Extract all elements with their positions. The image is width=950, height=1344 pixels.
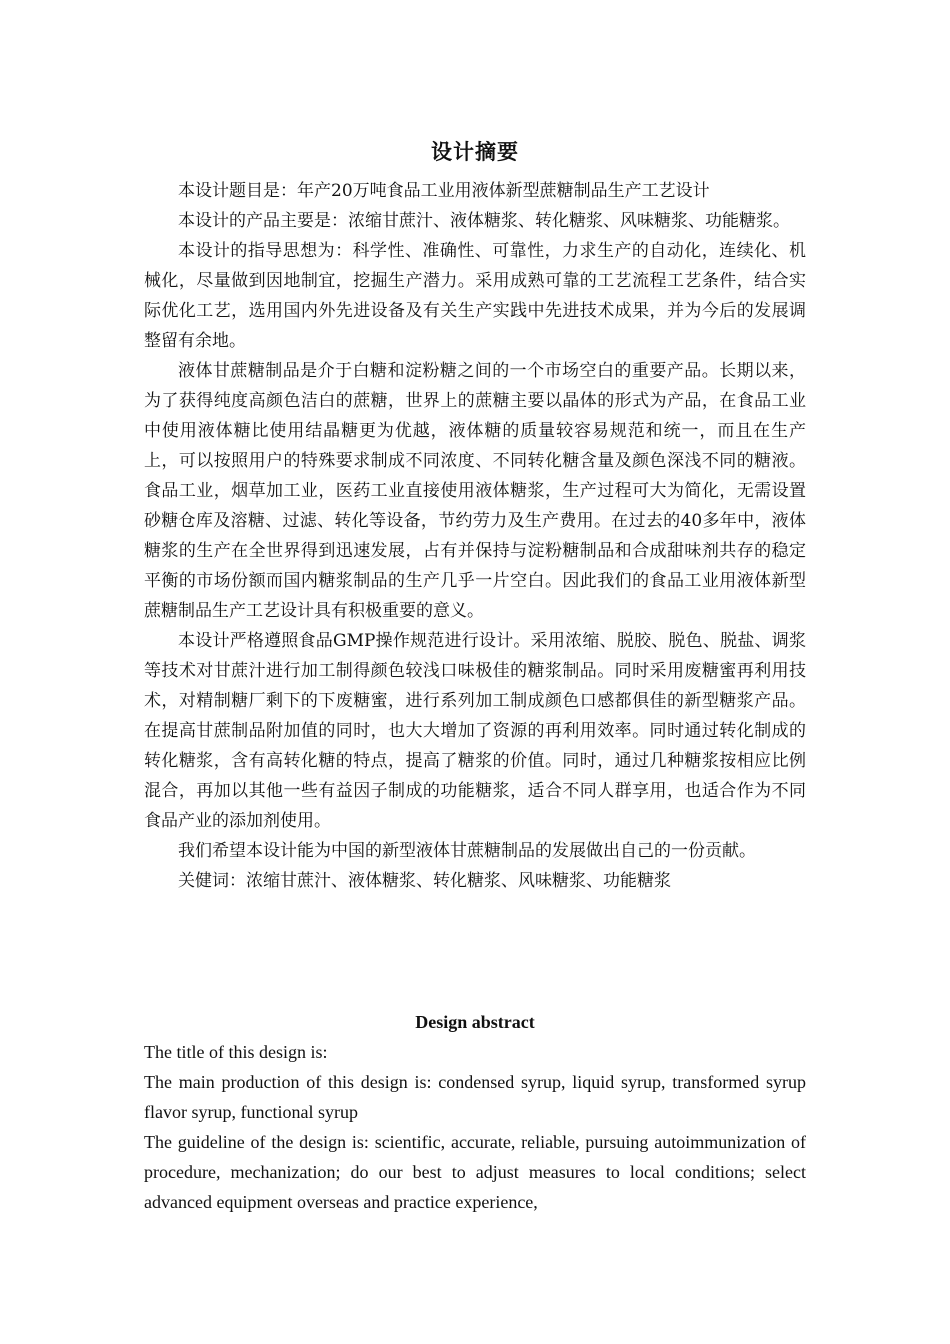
paragraph-background: 液体甘蔗糖制品是介于白糖和淀粉糖之间的一个市场空白的重要产品。长期以来，为了获得纯度高颜色洁白的蔗糖，世界上的蔗糖主要以晶体的形式为产品，在食品工业中使用液体糖比使用结晶糖更为优越，液体糖的质量较容易规范和统一，而且在生产上，可以按照用户的特殊要求制成不同浓度、不同转化糖含量及颜色深浅不同的糖液。食品工业，烟草加工业，医药工业直接使用液体糖浆，生产过程可大为简化，无需设置砂糖仓库及溶糖、过滤、转化等设备，节约劳力及生产费用。在过去的40多年中，液体糖浆的生产在全世界得到迅速发展，占有并保持与淀粉糖制品和合成甜味剂共存的稳定平衡的市场份额而国内糖浆制品的生产几乎一片空白。因此我们的食品工业用液体新型蔗糖制品生产工艺设计具有积极重要的意义。 [144,361,806,621]
chinese-abstract-section [144,134,806,896]
paragraph-en-title: The title of this design is: [144,1042,328,1062]
paragraph-main-products: 本设计的产品主要是：浓缩甘蔗汁、液体糖浆、转化糖浆、风味糖浆、功能糖浆。 [178,211,790,231]
paragraph-methods: 本设计严格遵照食品GMP操作规范进行设计。采用浓缩、脱胶、脱色、脱盐、调浆等技术对甘蔗汁进行加工制得颜色较浅口味极佳的糖浆制品。同时采用废糖蜜再利用技术，对精制糖厂剩下的下废糖蜜，进行系列加工制成颜色口感都俱佳的新型糖浆产品。在提高甘蔗制品附加值的同时，也大大增加了资源的再利用效率。同时通过转化制成的转化糖浆，含有高转化糖的特点，提高了糖浆的价值。同时，通过几种糖浆按相应比例混合，再加以其他一些有益因子制成的功能糖浆，适合不同人群享用，也适合作为不同食品产业的添加剂使用。 [144,631,806,831]
paragraph-design-topic: 本设计题目是：年产20万吨食品工业用液体新型蔗糖制品生产工艺设计 [178,181,710,201]
paragraph-keywords: 关健词：浓缩甘蔗汁、液体糖浆、转化糖浆、风味糖浆、功能糖浆 [178,871,671,891]
paragraph-hope: 我们希望本设计能为中国的新型液体甘蔗糖制品的发展做出自己的一份贡献。 [178,841,756,861]
english-abstract-title: Design abstract [415,1012,535,1032]
paragraph-guiding-principles: 本设计的指导思想为：科学性、准确性、可靠性，力求生产的自动化，连续化、机械化，尽量做到因地制宜，挖掘生产潜力。采用成熟可靠的工艺流程工艺条件，结合实际优化工艺，选用国内外先进设备及有关生产实践中先进技术成果，并为今后的发展调整留有余地。 [144,241,806,351]
paragraph-en-production: The main production of this design is: condensed syrup, liquid syrup, transformed syrup flavor syrup, functional syrup [144,1072,806,1122]
chinese-abstract-title: 设计摘要 [431,139,519,164]
paragraph-en-guideline: The guideline of the design is: scientific, accurate, reliable, pursuing autoimmunization of procedure, mechanization; do our best to adjust measures to local conditions; select advanced equipment overseas and practice experience, [144,1132,806,1212]
english-abstract-section [144,1007,806,1217]
